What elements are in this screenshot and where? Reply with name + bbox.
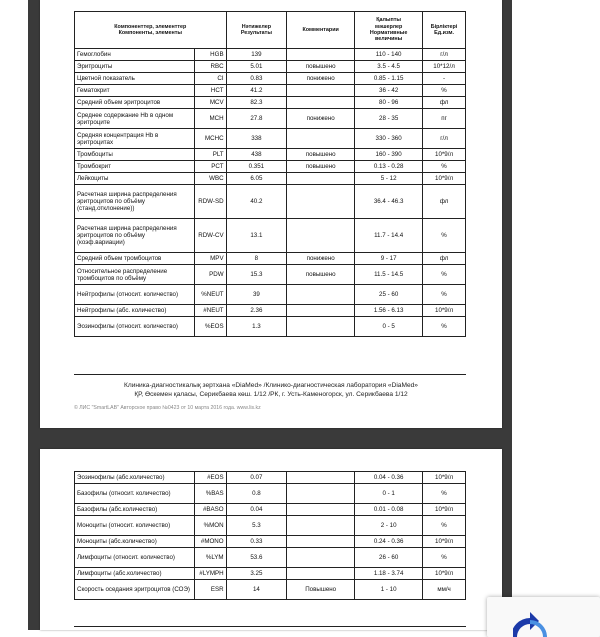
test-result: 27.8 — [226, 109, 287, 129]
test-name: Скорость оседания эритроцитов (СОЭ) — [75, 580, 195, 600]
test-code: MCH — [195, 109, 226, 129]
report-page-2 — [40, 449, 502, 630]
test-result: 13.1 — [226, 219, 287, 253]
test-comment — [287, 536, 355, 548]
test-name: Расчетная ширина распределения эритроцитов по объёму (коэф.вариации) — [75, 219, 195, 253]
test-code: RDW-SD — [195, 185, 226, 219]
table-row — [75, 472, 466, 484]
test-normal-range: 3.5 - 4.5 — [355, 61, 423, 73]
test-normal-range: 36.4 - 46.3 — [355, 185, 423, 219]
test-unit: 10*9/л — [423, 305, 466, 317]
test-result: 53.6 — [226, 548, 287, 568]
test-code: %EOS — [195, 317, 226, 337]
table-row — [75, 536, 466, 548]
test-code: %BAS — [195, 484, 226, 504]
test-code: CI — [195, 73, 226, 85]
header-unit: Бірліктері Ед.изм. — [423, 12, 466, 49]
test-normal-range: 80 - 96 — [355, 97, 423, 109]
test-normal-range: 9 - 17 — [355, 253, 423, 265]
test-name: Расчетная ширина распределения эритроцитов по объёму (станд.отклонение)) — [75, 185, 195, 219]
test-unit: % — [423, 516, 466, 536]
test-name: Тромбокрит — [75, 161, 195, 173]
test-result: 15.3 — [226, 265, 287, 285]
test-unit: фл — [423, 185, 466, 219]
test-unit: 10*9/л — [423, 472, 466, 484]
test-comment — [287, 484, 355, 504]
footer-line-1: Клиника-диагностикалық зертхана «DiaMed» /Клинико-диагностическая лаборатория «DiaMed» — [124, 382, 418, 389]
test-name: Моноциты (абс.количество) — [75, 536, 195, 548]
test-unit: фл — [423, 253, 466, 265]
table-row — [75, 129, 466, 149]
test-name: Эритроциты — [75, 61, 195, 73]
test-normal-range: 36 - 42 — [355, 85, 423, 97]
table-row — [75, 265, 466, 285]
test-name: Цветной показатель — [75, 73, 195, 85]
test-normal-range: 26 - 60 — [355, 548, 423, 568]
test-unit: 10*12/л — [423, 61, 466, 73]
test-normal-range: 25 - 60 — [355, 285, 423, 305]
test-code: HCT — [195, 85, 226, 97]
test-result: 14 — [226, 580, 287, 600]
test-comment: понижено — [287, 109, 355, 129]
test-normal-range: 0.01 - 0.08 — [355, 504, 423, 516]
test-code: %NEUT — [195, 285, 226, 305]
test-unit: % — [423, 161, 466, 173]
test-result: 3.25 — [226, 568, 287, 580]
test-code: %LYM — [195, 548, 226, 568]
test-result: 139 — [226, 49, 287, 61]
test-unit: % — [423, 484, 466, 504]
test-comment — [287, 49, 355, 61]
test-comment — [287, 129, 355, 149]
test-name: Нейтрофилы (относит. количество) — [75, 285, 195, 305]
test-normal-range: 0 - 5 — [355, 317, 423, 337]
test-normal-range: 2 - 10 — [355, 516, 423, 536]
results-table-page-1 — [74, 11, 466, 337]
test-comment: повышено — [287, 149, 355, 161]
test-comment: Повышено — [287, 580, 355, 600]
test-name: Моноциты (относит. количество) — [75, 516, 195, 536]
test-name: Нейтрофилы (абс. количество) — [75, 305, 195, 317]
test-comment — [287, 97, 355, 109]
test-comment — [287, 548, 355, 568]
header-normal: Қалыпты мәшерлер Нормативные величины — [355, 12, 423, 49]
test-result: 438 — [226, 149, 287, 161]
test-result: 0.33 — [226, 536, 287, 548]
test-normal-range: 0.85 - 1.15 — [355, 73, 423, 85]
test-unit: 10*9/л — [423, 568, 466, 580]
test-code: MCV — [195, 97, 226, 109]
table-row — [75, 317, 466, 337]
test-comment — [287, 317, 355, 337]
lab-footer — [40, 381, 502, 399]
table-row — [75, 568, 466, 580]
test-name: Тромбоциты — [75, 149, 195, 161]
test-name: Среднее содержание Hb в одном эритроците — [75, 109, 195, 129]
test-name: Гемоглобин — [75, 49, 195, 61]
test-code: RDW-CV — [195, 219, 226, 253]
test-name: Эозинофилы (абс.количество) — [75, 472, 195, 484]
table-row — [75, 61, 466, 73]
test-unit: пг — [423, 109, 466, 129]
test-code: #MONO — [195, 536, 226, 548]
test-unit: 10*9/л — [423, 173, 466, 185]
test-code: WBC — [195, 173, 226, 185]
test-result: 6.05 — [226, 173, 287, 185]
test-code: PCT — [195, 161, 226, 173]
test-comment — [287, 568, 355, 580]
test-name: Базофилы (относит. количество) — [75, 484, 195, 504]
test-code: HGB — [195, 49, 226, 61]
test-name: Средний объем эритроцитов — [75, 97, 195, 109]
test-code: #EOS — [195, 472, 226, 484]
table-row — [75, 49, 466, 61]
test-unit: % — [423, 285, 466, 305]
test-unit: % — [423, 548, 466, 568]
test-unit: % — [423, 85, 466, 97]
test-result: 41.2 — [226, 85, 287, 97]
test-unit: фл — [423, 97, 466, 109]
test-comment — [287, 516, 355, 536]
results-table-page-2 — [74, 471, 466, 600]
header-result: Нәтижелер Результаты — [226, 12, 287, 49]
table-row — [75, 109, 466, 129]
table-row — [75, 516, 466, 536]
test-comment — [287, 185, 355, 219]
test-unit: мм/ч — [423, 580, 466, 600]
test-unit: % — [423, 219, 466, 253]
test-result: 40.2 — [226, 185, 287, 219]
test-normal-range: 1 - 10 — [355, 580, 423, 600]
table-row — [75, 185, 466, 219]
test-comment: повышено — [287, 61, 355, 73]
test-comment — [287, 173, 355, 185]
test-unit: 10*9/л — [423, 536, 466, 548]
test-name: Лимфоциты (абс.количество) — [75, 568, 195, 580]
test-normal-range: 0.24 - 0.36 — [355, 536, 423, 548]
test-name: Лейкоциты — [75, 173, 195, 185]
table-row — [75, 253, 466, 265]
test-result: 338 — [226, 129, 287, 149]
footer-divider — [74, 374, 466, 375]
table-row — [75, 173, 466, 185]
test-unit: % — [423, 317, 466, 337]
test-code: %MON — [195, 516, 226, 536]
test-comment — [287, 504, 355, 516]
test-name: Базофилы (абс.количество) — [75, 504, 195, 516]
test-normal-range: 0 - 1 — [355, 484, 423, 504]
test-comment: понижено — [287, 73, 355, 85]
test-unit: г/л — [423, 129, 466, 149]
table-row — [75, 149, 466, 161]
test-result: 5.01 — [226, 61, 287, 73]
test-result: 1.3 — [226, 317, 287, 337]
test-result: 0.07 — [226, 472, 287, 484]
test-code: RBC — [195, 61, 226, 73]
test-unit: г/л — [423, 49, 466, 61]
table-row — [75, 219, 466, 253]
test-normal-range: 5 - 12 — [355, 173, 423, 185]
test-normal-range: 110 - 140 — [355, 49, 423, 61]
test-code: #LYMPH — [195, 568, 226, 580]
test-result: 39 — [226, 285, 287, 305]
test-comment — [287, 472, 355, 484]
test-code: ESR — [195, 580, 226, 600]
table-row — [75, 484, 466, 504]
test-unit: 10*9/л — [423, 504, 466, 516]
test-result: 82.3 — [226, 97, 287, 109]
test-name: Гематокрит — [75, 85, 195, 97]
test-normal-range: 0.13 - 0.28 — [355, 161, 423, 173]
test-normal-range: 160 - 390 — [355, 149, 423, 161]
recaptcha-badge[interactable] — [487, 597, 600, 637]
page-2-bottom-line — [74, 626, 466, 627]
table-row — [75, 580, 466, 600]
table-row — [75, 305, 466, 317]
test-comment: повышено — [287, 161, 355, 173]
test-result: 2.36 — [226, 305, 287, 317]
footer-line-2: ҚР, Өскемен қаласы, Серикбаева көш. 1/12 /РК, г. Усть-Каменогорск, ул. Серикбаева 1/12 — [134, 391, 408, 398]
copyright: © ЛИС "SmartLAB" Авторское право №0423 от 10 марта 2016 года. www.lis.kz — [74, 405, 261, 411]
table-row — [75, 504, 466, 516]
test-normal-range: 11.5 - 14.5 — [355, 265, 423, 285]
test-comment — [287, 305, 355, 317]
test-code: #BASO — [195, 504, 226, 516]
test-result: 0.351 — [226, 161, 287, 173]
recaptcha-icon — [513, 611, 547, 637]
table-row — [75, 548, 466, 568]
test-result: 8 — [226, 253, 287, 265]
table-row — [75, 85, 466, 97]
test-comment — [287, 219, 355, 253]
test-code: MCHC — [195, 129, 226, 149]
test-result: 0.04 — [226, 504, 287, 516]
test-normal-range: 1.56 - 6.13 — [355, 305, 423, 317]
test-result: 0.83 — [226, 73, 287, 85]
test-name: Эозинофилы (относит. количество) — [75, 317, 195, 337]
test-code: PLT — [195, 149, 226, 161]
test-comment — [287, 285, 355, 305]
table-row — [75, 161, 466, 173]
test-code: MPV — [195, 253, 226, 265]
test-normal-range: 28 - 35 — [355, 109, 423, 129]
test-comment: понижено — [287, 253, 355, 265]
test-result: 0.8 — [226, 484, 287, 504]
test-name: Средний объем тромбоцитов — [75, 253, 195, 265]
table-row — [75, 73, 466, 85]
table-row — [75, 97, 466, 109]
test-result: 5.3 — [226, 516, 287, 536]
test-unit: 10*9/л — [423, 149, 466, 161]
test-unit: - — [423, 73, 466, 85]
test-name: Относительное распределение тромбоцитов по объёму — [75, 265, 195, 285]
test-code: #NEUT — [195, 305, 226, 317]
test-name: Средняя концентрация Hb в эритроцитах — [75, 129, 195, 149]
test-unit: % — [423, 265, 466, 285]
test-name: Лимфоциты (относит. количество) — [75, 548, 195, 568]
test-comment: повышено — [287, 265, 355, 285]
test-normal-range: 11.7 - 14.4 — [355, 219, 423, 253]
header-name: Компоненттер, элементтер Компоненты, элементы — [75, 12, 227, 49]
test-normal-range: 0.04 - 0.36 — [355, 472, 423, 484]
table-row — [75, 285, 466, 305]
test-normal-range: 1.18 - 3.74 — [355, 568, 423, 580]
report-page-1 — [40, 0, 502, 428]
test-code: PDW — [195, 265, 226, 285]
header-comment: Комментарии — [287, 12, 355, 49]
test-normal-range: 330 - 360 — [355, 129, 423, 149]
test-comment — [287, 85, 355, 97]
table-header — [75, 12, 466, 49]
